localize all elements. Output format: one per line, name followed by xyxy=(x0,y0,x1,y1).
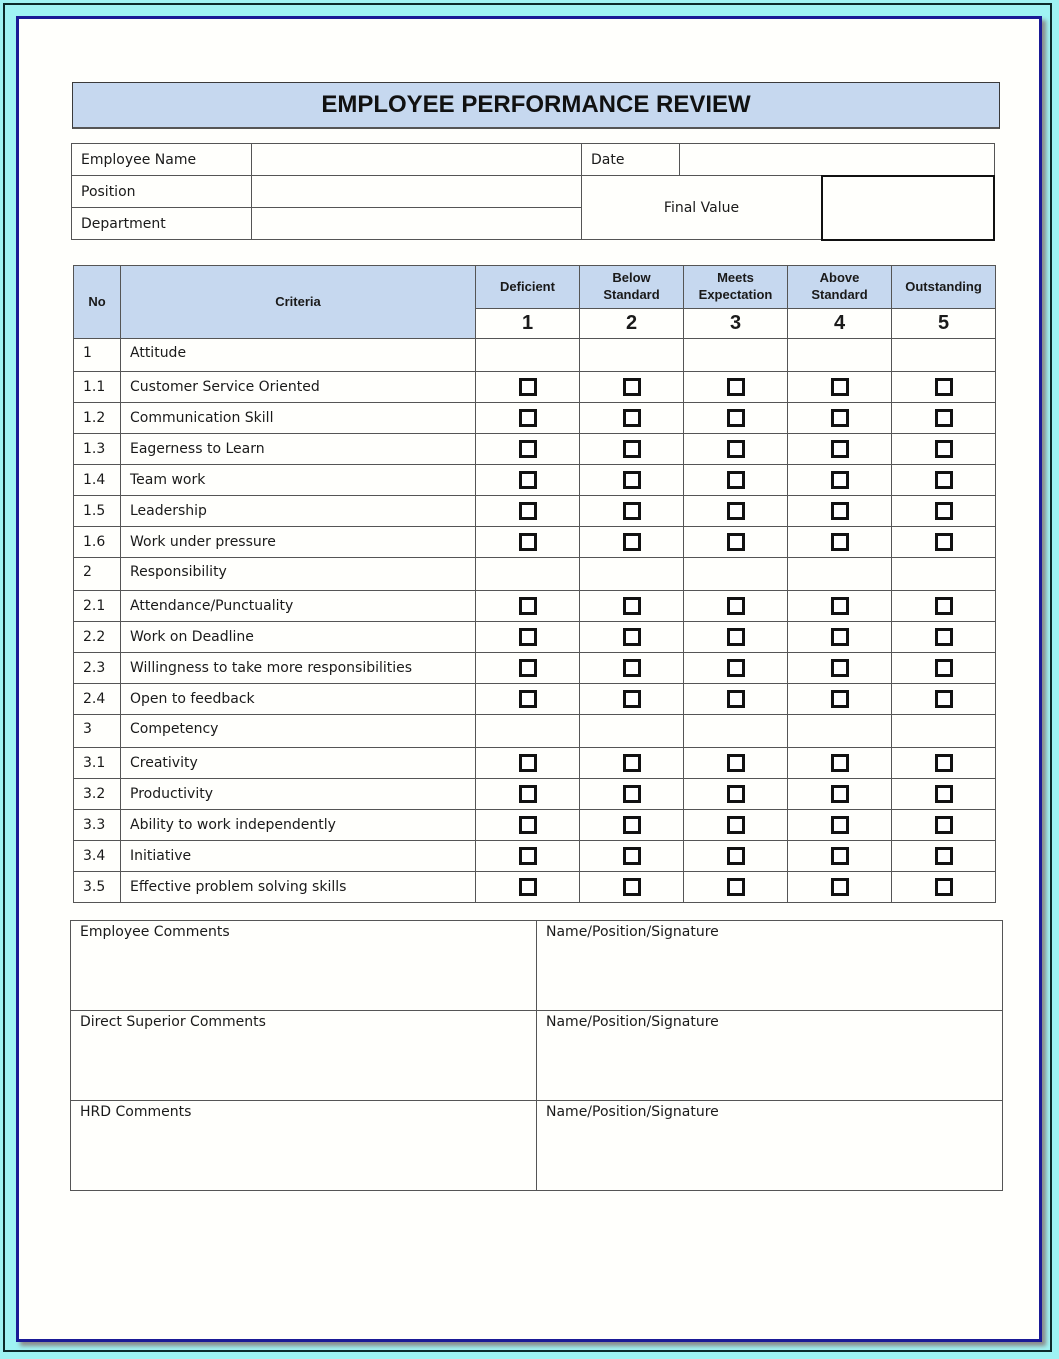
row-criteria: Productivity xyxy=(120,778,476,810)
rating-cell xyxy=(475,495,580,527)
rating-checkbox-1[interactable] xyxy=(519,597,537,615)
rating-cell xyxy=(475,621,580,653)
row-criteria: Willingness to take more responsibilities xyxy=(120,652,476,684)
row-criteria: Work on Deadline xyxy=(120,621,476,653)
rating-cell xyxy=(475,371,580,403)
rating-cell xyxy=(787,495,892,527)
rating-cell xyxy=(683,402,788,434)
row-criteria: Communication Skill xyxy=(120,402,476,434)
rating-checkbox-5[interactable] xyxy=(935,597,953,615)
rating-cell xyxy=(683,809,788,841)
rating-cell xyxy=(787,433,892,465)
rating-checkbox-5[interactable] xyxy=(935,628,953,646)
rating-checkbox-3[interactable] xyxy=(727,597,745,615)
row-number: 2.4 xyxy=(73,683,121,715)
rating-cell xyxy=(579,526,684,558)
rating-cell xyxy=(475,778,580,810)
rating-checkbox-2[interactable] xyxy=(623,628,641,646)
rating-cell xyxy=(475,652,580,684)
rating-cell xyxy=(891,778,996,810)
rating-cell xyxy=(787,652,892,684)
rating-cell xyxy=(579,621,684,653)
rating-cell xyxy=(891,621,996,653)
rating-checkbox-3[interactable] xyxy=(727,785,745,803)
rating-cell xyxy=(475,526,580,558)
position-label: Position xyxy=(71,175,252,208)
rating-checkbox-4[interactable] xyxy=(831,847,849,865)
rating-checkbox-3[interactable] xyxy=(727,628,745,646)
rating-cell xyxy=(579,495,684,527)
header-scale-value: 1 xyxy=(475,308,580,339)
rating-cell xyxy=(787,809,892,841)
signature-box[interactable]: Name/Position/Signature xyxy=(536,920,1003,1011)
rating-cell xyxy=(683,526,788,558)
row-criteria: Competency xyxy=(120,714,476,748)
rating-cell xyxy=(891,557,996,591)
header-scale-label: Meets Expectation xyxy=(683,265,788,309)
comment-box[interactable]: Employee Comments xyxy=(70,920,537,1011)
department-label: Department xyxy=(71,207,252,240)
rating-cell xyxy=(579,402,684,434)
rating-checkbox-4[interactable] xyxy=(831,409,849,427)
row-number: 1.6 xyxy=(73,526,121,558)
rating-cell xyxy=(579,590,684,622)
rating-cell xyxy=(579,652,684,684)
rating-checkbox-3[interactable] xyxy=(727,378,745,396)
rating-checkbox-4[interactable] xyxy=(831,378,849,396)
rating-cell xyxy=(787,371,892,403)
rating-checkbox-4[interactable] xyxy=(831,471,849,489)
rating-cell xyxy=(579,778,684,810)
header-scale-value: 3 xyxy=(683,308,788,339)
rating-checkbox-5[interactable] xyxy=(935,754,953,772)
row-number: 2 xyxy=(73,557,121,591)
rating-cell xyxy=(579,840,684,872)
rating-checkbox-3[interactable] xyxy=(727,409,745,427)
row-criteria: Leadership xyxy=(120,495,476,527)
rating-checkbox-2[interactable] xyxy=(623,597,641,615)
rating-checkbox-4[interactable] xyxy=(831,785,849,803)
rating-cell xyxy=(891,871,996,903)
header-scale-label: Outstanding xyxy=(891,265,996,309)
rating-cell xyxy=(579,433,684,465)
rating-cell xyxy=(683,652,788,684)
rating-cell xyxy=(579,809,684,841)
row-criteria: Creativity xyxy=(120,747,476,779)
rating-checkbox-2[interactable] xyxy=(623,816,641,834)
rating-cell xyxy=(475,557,580,591)
page-title: EMPLOYEE PERFORMANCE REVIEW xyxy=(72,82,1000,129)
rating-cell xyxy=(475,402,580,434)
rating-cell xyxy=(891,652,996,684)
rating-cell xyxy=(891,402,996,434)
rating-checkbox-2[interactable] xyxy=(623,690,641,708)
rating-checkbox-3[interactable] xyxy=(727,471,745,489)
rating-checkbox-2[interactable] xyxy=(623,533,641,551)
header-no: No xyxy=(73,265,121,339)
rating-checkbox-1[interactable] xyxy=(519,378,537,396)
rating-checkbox-5[interactable] xyxy=(935,409,953,427)
rating-cell xyxy=(683,840,788,872)
rating-checkbox-3[interactable] xyxy=(727,440,745,458)
rating-checkbox-2[interactable] xyxy=(623,440,641,458)
rating-checkbox-2[interactable] xyxy=(623,471,641,489)
rating-checkbox-4[interactable] xyxy=(831,690,849,708)
row-number: 3.4 xyxy=(73,840,121,872)
rating-cell xyxy=(891,590,996,622)
rating-cell xyxy=(787,464,892,496)
header-scale-label: Above Standard xyxy=(787,265,892,309)
rating-cell xyxy=(579,371,684,403)
row-criteria: Team work xyxy=(120,464,476,496)
rating-checkbox-5[interactable] xyxy=(935,847,953,865)
signature-box[interactable]: Name/Position/Signature xyxy=(536,1010,1003,1101)
rating-checkbox-1[interactable] xyxy=(519,690,537,708)
rating-checkbox-2[interactable] xyxy=(623,502,641,520)
final-value-label: Final Value xyxy=(581,175,822,240)
rating-cell xyxy=(579,714,684,748)
row-criteria: Ability to work independently xyxy=(120,809,476,841)
rating-checkbox-1[interactable] xyxy=(519,440,537,458)
rating-checkbox-5[interactable] xyxy=(935,502,953,520)
row-number: 3.1 xyxy=(73,747,121,779)
rating-cell xyxy=(787,621,892,653)
rating-cell xyxy=(683,464,788,496)
rating-cell xyxy=(787,402,892,434)
row-criteria: Open to feedback xyxy=(120,683,476,715)
rating-cell xyxy=(475,683,580,715)
rating-cell xyxy=(579,464,684,496)
rating-cell xyxy=(683,778,788,810)
rating-cell xyxy=(475,714,580,748)
rating-checkbox-5[interactable] xyxy=(935,690,953,708)
rating-checkbox-4[interactable] xyxy=(831,754,849,772)
rating-cell xyxy=(683,621,788,653)
row-criteria: Work under pressure xyxy=(120,526,476,558)
rating-cell xyxy=(683,714,788,748)
rating-cell xyxy=(891,747,996,779)
final-value-field[interactable] xyxy=(821,175,995,241)
header-scale-value: 5 xyxy=(891,308,996,339)
rating-checkbox-2[interactable] xyxy=(623,785,641,803)
document-page xyxy=(16,16,1042,1342)
rating-checkbox-4[interactable] xyxy=(831,628,849,646)
rating-cell xyxy=(891,433,996,465)
rating-checkbox-2[interactable] xyxy=(623,409,641,427)
rating-checkbox-2[interactable] xyxy=(623,659,641,677)
rating-cell xyxy=(787,557,892,591)
rating-cell xyxy=(891,526,996,558)
row-number: 1.4 xyxy=(73,464,121,496)
rating-cell xyxy=(787,338,892,372)
rating-checkbox-2[interactable] xyxy=(623,878,641,896)
rating-cell xyxy=(787,747,892,779)
rating-cell xyxy=(683,371,788,403)
rating-checkbox-5[interactable] xyxy=(935,440,953,458)
rating-checkbox-1[interactable] xyxy=(519,847,537,865)
rating-cell xyxy=(579,338,684,372)
rating-checkbox-5[interactable] xyxy=(935,378,953,396)
rating-cell xyxy=(891,464,996,496)
rating-cell xyxy=(787,683,892,715)
position-field[interactable] xyxy=(251,175,582,208)
rating-checkbox-1[interactable] xyxy=(519,816,537,834)
row-criteria: Customer Service Oriented xyxy=(120,371,476,403)
row-criteria: Eagerness to Learn xyxy=(120,433,476,465)
rating-cell xyxy=(683,747,788,779)
date-field[interactable] xyxy=(679,143,995,176)
employee-name-field[interactable] xyxy=(251,143,582,176)
rating-cell xyxy=(683,338,788,372)
rating-cell xyxy=(579,747,684,779)
row-criteria: Responsibility xyxy=(120,557,476,591)
rating-checkbox-3[interactable] xyxy=(727,847,745,865)
rating-cell xyxy=(787,714,892,748)
rating-checkbox-1[interactable] xyxy=(519,502,537,520)
date-label: Date xyxy=(581,143,680,176)
rating-checkbox-2[interactable] xyxy=(623,847,641,865)
rating-cell xyxy=(683,683,788,715)
header-scale-value: 2 xyxy=(579,308,684,339)
rating-checkbox-3[interactable] xyxy=(727,816,745,834)
rating-checkbox-4[interactable] xyxy=(831,502,849,520)
rating-cell xyxy=(579,557,684,591)
rating-cell xyxy=(579,871,684,903)
rating-checkbox-4[interactable] xyxy=(831,659,849,677)
rating-cell xyxy=(475,590,580,622)
employee-name-label: Employee Name xyxy=(71,143,252,176)
rating-cell xyxy=(787,871,892,903)
row-number: 3.2 xyxy=(73,778,121,810)
rating-cell xyxy=(787,526,892,558)
rating-checkbox-1[interactable] xyxy=(519,533,537,551)
rating-checkbox-4[interactable] xyxy=(831,533,849,551)
rating-checkbox-1[interactable] xyxy=(519,628,537,646)
rating-checkbox-3[interactable] xyxy=(727,533,745,551)
rating-checkbox-5[interactable] xyxy=(935,785,953,803)
rating-checkbox-1[interactable] xyxy=(519,471,537,489)
row-criteria: Attitude xyxy=(120,338,476,372)
rating-cell xyxy=(787,590,892,622)
signature-box[interactable]: Name/Position/Signature xyxy=(536,1100,1003,1191)
rating-cell xyxy=(787,778,892,810)
rating-cell xyxy=(683,557,788,591)
header-scale-label: Deficient xyxy=(475,265,580,309)
rating-cell xyxy=(891,840,996,872)
rating-checkbox-4[interactable] xyxy=(831,878,849,896)
rating-checkbox-3[interactable] xyxy=(727,754,745,772)
header-criteria: Criteria xyxy=(120,265,476,339)
rating-checkbox-1[interactable] xyxy=(519,409,537,427)
row-number: 2.2 xyxy=(73,621,121,653)
rating-cell xyxy=(683,871,788,903)
rating-cell xyxy=(787,840,892,872)
rating-checkbox-2[interactable] xyxy=(623,378,641,396)
rating-checkbox-5[interactable] xyxy=(935,471,953,489)
rating-checkbox-5[interactable] xyxy=(935,816,953,834)
rating-cell xyxy=(891,809,996,841)
rating-cell xyxy=(475,464,580,496)
rating-checkbox-4[interactable] xyxy=(831,440,849,458)
rating-checkbox-5[interactable] xyxy=(935,659,953,677)
row-criteria: Effective problem solving skills xyxy=(120,871,476,903)
rating-cell xyxy=(891,495,996,527)
row-number: 1.3 xyxy=(73,433,121,465)
row-number: 1.1 xyxy=(73,371,121,403)
rating-cell xyxy=(891,338,996,372)
rating-cell xyxy=(891,683,996,715)
row-number: 2.1 xyxy=(73,590,121,622)
rating-checkbox-3[interactable] xyxy=(727,502,745,520)
rating-checkbox-4[interactable] xyxy=(831,597,849,615)
rating-cell xyxy=(683,433,788,465)
rating-checkbox-2[interactable] xyxy=(623,754,641,772)
rating-checkbox-3[interactable] xyxy=(727,878,745,896)
rating-cell xyxy=(475,840,580,872)
row-number: 1 xyxy=(73,338,121,372)
rating-checkbox-4[interactable] xyxy=(831,816,849,834)
header-scale-label: Below Standard xyxy=(579,265,684,309)
rating-cell xyxy=(475,747,580,779)
rating-checkbox-1[interactable] xyxy=(519,659,537,677)
rating-checkbox-3[interactable] xyxy=(727,659,745,677)
rating-cell xyxy=(475,809,580,841)
rating-checkbox-5[interactable] xyxy=(935,533,953,551)
rating-checkbox-5[interactable] xyxy=(935,878,953,896)
rating-checkbox-1[interactable] xyxy=(519,785,537,803)
rating-checkbox-1[interactable] xyxy=(519,754,537,772)
comment-box[interactable]: HRD Comments xyxy=(70,1100,537,1191)
rating-cell xyxy=(683,495,788,527)
department-field[interactable] xyxy=(251,207,582,240)
rating-cell xyxy=(475,338,580,372)
rating-cell xyxy=(891,371,996,403)
comment-box[interactable]: Direct Superior Comments xyxy=(70,1010,537,1101)
row-criteria: Initiative xyxy=(120,840,476,872)
rating-cell xyxy=(683,590,788,622)
row-criteria: Attendance/Punctuality xyxy=(120,590,476,622)
row-number: 3 xyxy=(73,714,121,748)
rating-cell xyxy=(475,871,580,903)
rating-cell xyxy=(579,683,684,715)
rating-cell xyxy=(475,433,580,465)
row-number: 1.2 xyxy=(73,402,121,434)
row-number: 2.3 xyxy=(73,652,121,684)
rating-checkbox-1[interactable] xyxy=(519,878,537,896)
rating-cell xyxy=(891,714,996,748)
rating-checkbox-3[interactable] xyxy=(727,690,745,708)
header-scale-value: 4 xyxy=(787,308,892,339)
row-number: 3.3 xyxy=(73,809,121,841)
row-number: 3.5 xyxy=(73,871,121,903)
row-number: 1.5 xyxy=(73,495,121,527)
